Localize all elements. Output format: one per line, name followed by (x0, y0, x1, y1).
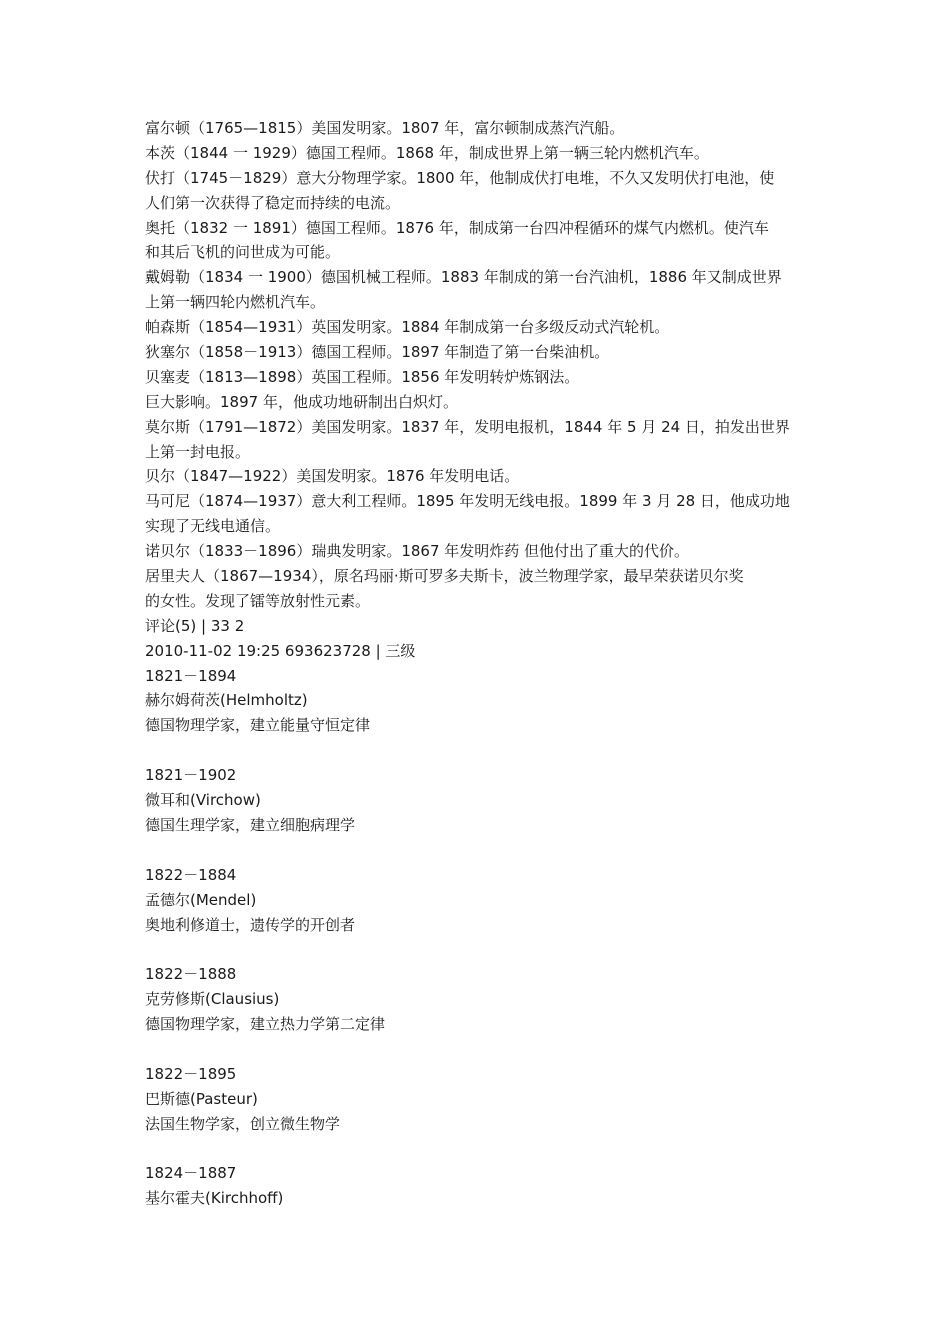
text-line: 帕森斯（1854—1931）英国发明家。1884 年制成第一台多级反动式汽轮机。 (145, 318, 670, 337)
text-line: 居里夫人（1867—1934），原名玛丽·斯可罗多夫斯卡，波兰物理学家，最早荣获诺贝尔奖 (145, 567, 744, 586)
post-meta-line: 2010-11-02 19:25 693623728 | 三级 (145, 641, 416, 660)
text-line: 富尔顿（1765—1815）美国发明家。1807 年，富尔顿制成蒸汽汽船。 (145, 119, 625, 137)
entry-name: 赫尔姆荷茨(Helmholtz) (145, 691, 308, 710)
document-body (145, 116, 813, 1211)
text-line: 巨大影响。1897 年，他成功地研制出白炽灯。 (145, 392, 458, 411)
text-line: 本茨（1844 一 1929）德国工程师。1868 年，制成世界上第一辆三轮内燃机汽车。 (145, 143, 709, 162)
entry-name: 微耳和(Virchow) (145, 791, 261, 810)
blank-line (145, 838, 813, 863)
entry-name: 克劳修斯(Clausius) (145, 990, 280, 1009)
entry-years: 1822－1895 (145, 1064, 237, 1083)
text-line: 马可尼（1874—1937）意大利工程师。1895 年发明无线电报。1899 年 3 月 28 日，他成功地 (145, 492, 790, 511)
entry-description: 德国生理学家，建立细胞病理学 (145, 815, 356, 834)
text-line: 实现了无线电通信。 (145, 517, 281, 536)
text-line: 上第一封电报。 (145, 442, 251, 461)
text-line: 莫尔斯（1791—1872）美国发明家。1837 年，发明电报机，1844 年 5 月 24 日，拍发出世界 (145, 417, 790, 436)
text-line: 和其后飞机的问世成为可能。 (145, 243, 341, 262)
text-line: 戴姆勒（1834 一 1900）德国机械工程师。1883 年制成的第一台汽油机，1886 年又制成世界 (145, 268, 782, 287)
text-line: 贝尔（1847—1922）美国发明家。1876 年发明电话。 (145, 467, 520, 486)
text-line: 狄塞尔（1858－1913）德国工程师。1897 年制造了第一台柴油机。 (145, 343, 610, 362)
blank-line (145, 738, 813, 763)
comments-line: 评论(5) | 33 2 (145, 616, 245, 635)
text-line: 人们第一次获得了稳定而持续的电流。 (145, 193, 401, 212)
entry-name: 基尔霍夫(Kirchhoff) (145, 1189, 284, 1208)
blank-line (145, 937, 813, 962)
entry-description: 德国物理学家，建立热力学第二定律 (145, 1015, 386, 1034)
entry-description: 奥地利修道士，遗传学的开创者 (145, 915, 356, 934)
text-line: 伏打（1745－1829）意大分物理学家。1800 年，他制成伏打电堆，不久又发明伏打电池，使 (145, 168, 775, 187)
text-line: 的女性。发现了镭等放射性元素。 (145, 591, 371, 610)
text-line: 诺贝尔（1833－1896）瑞典发明家。1867 年发明炸药 但他付出了重大的代价。 (145, 542, 690, 561)
entry-name: 巴斯德(Pasteur) (145, 1089, 258, 1108)
text-line: 上第一辆四轮内燃机汽车。 (145, 293, 326, 312)
entry-description: 德国物理学家，建立能量守恒定律 (145, 716, 371, 735)
entry-years: 1821－1894 (145, 666, 237, 685)
entry-years: 1822－1884 (145, 865, 237, 884)
entry-description: 法国生物学家，创立微生物学 (145, 1114, 341, 1133)
text-line: 奥托（1832 一 1891）德国工程师。1876 年，制成第一台四冲程循环的煤气内燃机。使汽车 (145, 218, 769, 237)
entry-years: 1824－1887 (145, 1164, 237, 1183)
blank-line (145, 1037, 813, 1062)
entry-years: 1822－1888 (145, 965, 237, 984)
entry-years: 1821－1902 (145, 766, 237, 785)
text-line: 贝塞麦（1813—1898）英国工程师。1856 年发明转炉炼钢法。 (145, 367, 580, 386)
entry-name: 孟德尔(Mendel) (145, 890, 257, 909)
blank-line (145, 1137, 813, 1162)
